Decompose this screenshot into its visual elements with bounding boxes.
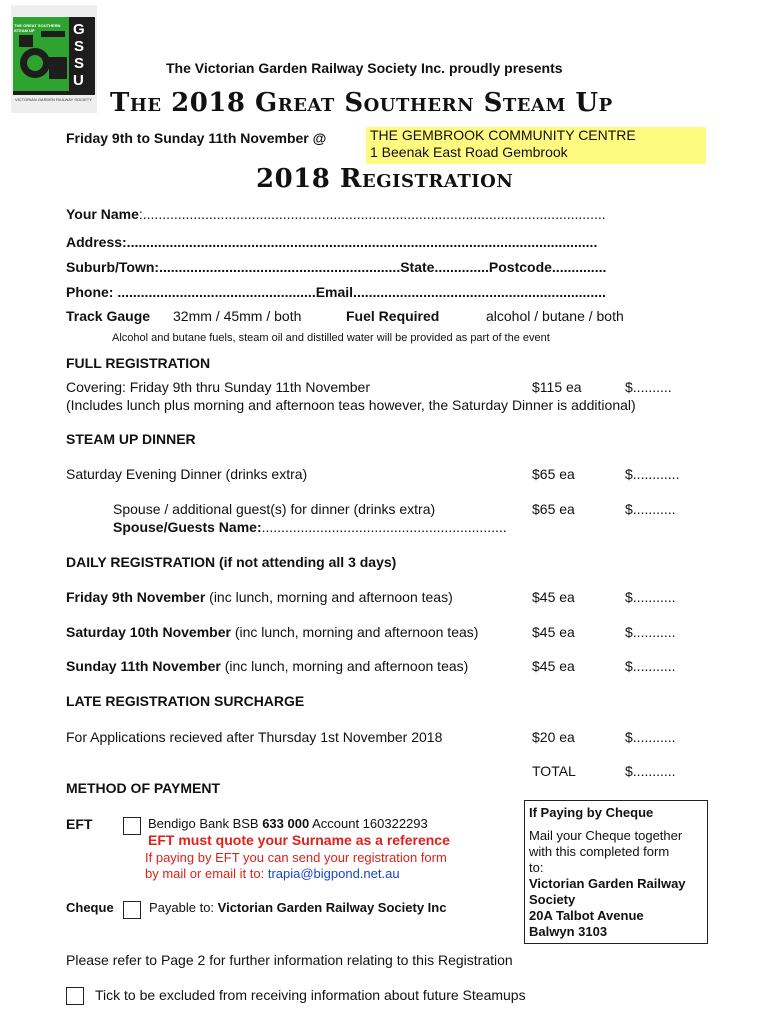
bank-details (148, 816, 428, 831)
refer-page2-note: Please refer to Page 2 for further information relating to this Registration (66, 952, 513, 968)
registration-title: 2018 Registration (256, 164, 514, 194)
logo-letter-u: U (73, 72, 84, 89)
cheque-checkbox[interactable] (123, 901, 141, 919)
total-label: TOTAL (532, 763, 576, 779)
saturday-dinner-line: Saturday Evening Dinner (drinks extra) (66, 466, 308, 482)
payable-to: Victorian Garden Railway Society Inc (217, 900, 447, 915)
daily-desc: (inc lunch, morning and afternoon teas) (220, 658, 469, 674)
fuel-note: Alcohol and butane fuels, steam oil and distilled water will be provided as part of the event (112, 332, 550, 344)
daily-day: Friday 9th November (66, 589, 206, 605)
daily-amount[interactable]: $........... (625, 624, 676, 640)
daily-amount[interactable]: $........... (625, 658, 676, 674)
cheque-box-line1: Mail your Cheque together (529, 828, 683, 843)
venue-address: 1 Beenak East Road Gembrook (370, 144, 568, 160)
logo-letter-g: G (73, 21, 85, 38)
presents-line: The Victorian Garden Railway Society Inc. proudly presents (166, 60, 563, 76)
daily-day: Saturday 10th November (66, 624, 231, 640)
cheque-payable (149, 900, 446, 915)
spouse-dinner-amount[interactable]: $........... (625, 501, 676, 517)
event-title: The 2018 Great Southern Steam Up (110, 88, 613, 118)
late-surcharge-line: For Applications recieved after Thursday 1st November 2018 (66, 729, 443, 745)
daily-desc: (inc lunch, morning and afternoon teas) (205, 589, 453, 605)
cheque-box-addr2: Society (529, 892, 576, 907)
payable-prefix: Payable to: (149, 900, 218, 915)
daily-item-sunday (66, 658, 468, 674)
track-gauge-options[interactable]: 32mm / 45mm / both (173, 308, 302, 324)
daily-registration-heading: DAILY REGISTRATION (if not attending all 3 days) (66, 554, 397, 570)
name-label: Your Name (66, 206, 139, 222)
venue-box (366, 127, 706, 164)
address-field[interactable]: Address:......................................................................................................................... (66, 234, 598, 250)
daily-item-saturday (66, 624, 478, 640)
cheque-box-heading: If Paying by Cheque (529, 805, 654, 820)
late-surcharge-amount[interactable]: $........... (625, 729, 676, 745)
full-registration-includes: (Includes lunch plus morning and afternoon teas however, the Saturday Dinner is additional) (66, 397, 636, 413)
daily-price: $45 ea (532, 658, 575, 674)
cheque-label: Cheque (66, 900, 114, 915)
gssu-logo (11, 5, 97, 113)
daily-amount[interactable]: $........... (625, 589, 676, 605)
eft-note-line1: If paying by EFT you can send your registration form (145, 850, 447, 865)
optout-checkbox[interactable] (66, 987, 84, 1005)
fuel-required-options[interactable]: alcohol / butane / both (486, 308, 624, 324)
spouse-guests-name-label: Spouse/Guests Name: (113, 519, 262, 535)
total-amount[interactable]: $........... (625, 763, 676, 779)
bank-prefix: Bendigo Bank BSB (148, 816, 263, 831)
payment-method-heading: METHOD OF PAYMENT (66, 780, 221, 796)
spouse-guests-name-dots: ............................................................... (261, 519, 507, 535)
spouse-dinner-line: Spouse / additional guest(s) for dinner (drinks extra) (113, 501, 436, 517)
eft-note-line2 (145, 866, 400, 881)
daily-desc: (inc lunch, morning and afternoon teas) (230, 624, 479, 640)
daily-price: $45 ea (532, 589, 575, 605)
cheque-box-addr4: Balwyn 3103 (529, 924, 608, 939)
saturday-dinner-price: $65 ea (532, 466, 575, 482)
cheque-box-addr3: 20A Talbot Avenue (529, 908, 644, 923)
eft-checkbox[interactable] (123, 817, 141, 835)
cheque-box-line2: with this completed form (529, 844, 670, 859)
track-gauge-label: Track Gauge (66, 308, 151, 324)
fuel-required-label: Fuel Required (346, 308, 440, 324)
cheque-instructions-box (524, 800, 708, 944)
late-surcharge-heading: LATE REGISTRATION SURCHARGE (66, 693, 305, 709)
saturday-dinner-amount[interactable]: $............ (625, 466, 680, 482)
daily-day: Sunday 11th November (66, 658, 221, 674)
optout-label: Tick to be excluded from receiving information about future Steamups (95, 987, 526, 1003)
eft-email-link[interactable]: trapia@bigpond.net.au (267, 866, 400, 881)
venue-name: THE GEMBROOK COMMUNITY CENTRE (370, 127, 636, 143)
daily-item-friday (66, 589, 453, 605)
bank-account: Account 160322293 (309, 816, 428, 831)
spouse-dinner-price: $65 ea (532, 501, 575, 517)
late-surcharge-price: $20 ea (532, 729, 575, 745)
name-dots: :....................................................................................................................... (138, 206, 606, 222)
daily-price: $45 ea (532, 624, 575, 640)
eft-reference-warning: EFT must quote your Surname as a reference (148, 832, 450, 848)
cheque-box-addr1: Victorian Garden Railway (529, 876, 686, 891)
logo-caption-top: THE GREAT SOUTHERN STEAM UP (14, 23, 61, 33)
eft-label: EFT (66, 816, 93, 832)
cheque-box-line3: to: (529, 860, 544, 875)
dinner-heading: STEAM UP DINNER (66, 431, 196, 447)
full-registration-amount[interactable]: $.......... (625, 379, 672, 395)
name-field[interactable] (66, 206, 606, 222)
suburb-state-postcode-field[interactable]: Suburb/Town:..............................................................State..............Postcode.............. (66, 259, 607, 275)
event-dates: Friday 9th to Sunday 11th November @ (66, 130, 327, 146)
bank-bsb: 633 000 (262, 816, 310, 831)
logo-caption-bottom: VICTORIAN GARDEN RAILWAY SOCIETY (15, 97, 92, 102)
phone-email-field[interactable]: Phone: ...................................................Email................................................................. (66, 284, 606, 300)
eft-note-prefix: by mail or email it to: (145, 866, 268, 881)
spouse-guests-name-field[interactable] (113, 519, 507, 535)
logo-letter-s1: S (74, 38, 85, 55)
full-registration-price: $115 ea (532, 379, 582, 395)
full-registration-heading: FULL REGISTRATION (66, 355, 211, 371)
logo-letter-s2: S (74, 55, 85, 72)
full-registration-covering: Covering: Friday 9th thru Sunday 11th November (66, 379, 371, 395)
